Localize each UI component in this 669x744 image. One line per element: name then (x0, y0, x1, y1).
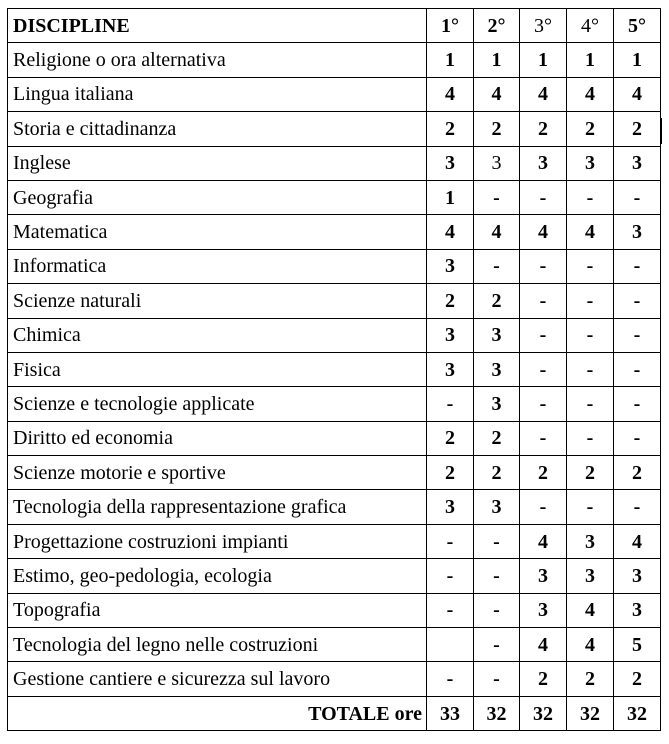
hours-year-2: 3 (474, 318, 520, 352)
hours-year-1: 4 (427, 77, 474, 111)
total-year-3: 32 (520, 696, 567, 730)
hours-year-1: 3 (427, 490, 474, 524)
hours-year-5: 2 (614, 112, 661, 146)
table-row (8, 77, 661, 111)
hours-year-4: - (567, 421, 614, 455)
total-row (8, 696, 661, 730)
hours-year-2: - (474, 628, 520, 662)
hours-year-3: - (520, 318, 567, 352)
table-row (8, 180, 661, 214)
hours-year-3: - (520, 421, 567, 455)
total-year-5: 32 (614, 696, 661, 730)
hours-year-4: - (567, 284, 614, 318)
hours-year-1: 2 (427, 456, 474, 490)
discipline-name: Religione o ora alternativa (8, 43, 427, 77)
table-row (8, 112, 661, 146)
hours-year-3: 4 (520, 215, 567, 249)
hours-year-2: 4 (474, 215, 520, 249)
hours-year-1: 3 (427, 146, 474, 180)
hours-year-3: - (520, 180, 567, 214)
hours-year-2: - (474, 593, 520, 627)
discipline-header: DISCIPLINE (8, 9, 427, 43)
table-row (8, 387, 661, 421)
table-row (8, 524, 661, 558)
hours-year-5: - (614, 352, 661, 386)
year-header-2: 2° (474, 9, 520, 43)
discipline-name: Lingua italiana (8, 77, 427, 111)
table-row (8, 215, 661, 249)
hours-year-4: - (567, 352, 614, 386)
hours-year-3: 3 (520, 146, 567, 180)
hours-year-1: 1 (427, 180, 474, 214)
hours-year-1: - (427, 387, 474, 421)
hours-year-2: 2 (474, 421, 520, 455)
discipline-name: Storia e cittadinanza (8, 112, 427, 146)
table-row (8, 628, 661, 662)
hours-year-3: 3 (520, 593, 567, 627)
hours-year-5: - (614, 387, 661, 421)
hours-year-5: 2 (614, 456, 661, 490)
table-row (8, 490, 661, 524)
discipline-name: Tecnologia del legno nelle costruzioni (8, 628, 427, 662)
hours-year-2: 2 (474, 112, 520, 146)
hours-year-4: - (567, 387, 614, 421)
hours-year-1 (427, 628, 474, 662)
hours-year-5: 4 (614, 524, 661, 558)
hours-year-5: - (614, 421, 661, 455)
hours-year-4: - (567, 318, 614, 352)
discipline-name: Scienze e tecnologie applicate (8, 387, 427, 421)
hours-year-3: 4 (520, 628, 567, 662)
hours-year-3: 1 (520, 43, 567, 77)
table-row (8, 421, 661, 455)
hours-year-1: 2 (427, 112, 474, 146)
hours-year-5: 3 (614, 215, 661, 249)
hours-year-5: 4 (614, 77, 661, 111)
hours-year-1: - (427, 593, 474, 627)
hours-year-1: - (427, 559, 474, 593)
hours-year-4: - (567, 490, 614, 524)
hours-year-2: 3 (474, 352, 520, 386)
hours-year-1: 1 (427, 43, 474, 77)
hours-year-5: - (614, 249, 661, 283)
hours-year-2: 3 (474, 387, 520, 421)
discipline-name: Informatica (8, 249, 427, 283)
hours-year-1: - (427, 662, 474, 696)
table-row (8, 662, 661, 696)
discipline-name: Estimo, geo-pedologia, ecologia (8, 559, 427, 593)
discipline-name: Geografia (8, 180, 427, 214)
hours-year-3: 3 (520, 559, 567, 593)
total-year-4: 32 (567, 696, 614, 730)
hours-year-4: 3 (567, 146, 614, 180)
hours-year-2: 4 (474, 77, 520, 111)
hours-year-3: 2 (520, 662, 567, 696)
hours-year-3: 4 (520, 524, 567, 558)
hours-year-1: 2 (427, 421, 474, 455)
discipline-name: Diritto ed economia (8, 421, 427, 455)
hours-year-1: 3 (427, 318, 474, 352)
hours-year-3: - (520, 352, 567, 386)
hours-year-2: - (474, 180, 520, 214)
total-year-1: 33 (427, 696, 474, 730)
hours-year-3: 2 (520, 456, 567, 490)
hours-table (7, 8, 661, 731)
table-body (8, 43, 661, 696)
discipline-name: Inglese (8, 146, 427, 180)
hours-year-3: - (520, 284, 567, 318)
hours-year-4: 2 (567, 456, 614, 490)
hours-year-3: 4 (520, 77, 567, 111)
hours-year-1: - (427, 524, 474, 558)
hours-year-4: - (567, 180, 614, 214)
year-header-1: 1° (427, 9, 474, 43)
hours-year-5: - (614, 180, 661, 214)
discipline-name: Progettazione costruzioni impianti (8, 524, 427, 558)
year-header-5: 5° (614, 9, 661, 43)
hours-year-2: - (474, 662, 520, 696)
hours-year-2: 3 (474, 146, 520, 180)
discipline-name: Fisica (8, 352, 427, 386)
year-header-4: 4° (567, 9, 614, 43)
discipline-name: Tecnologia della rappresentazione grafica (8, 490, 427, 524)
hours-year-2: - (474, 559, 520, 593)
hours-year-4: 4 (567, 593, 614, 627)
hours-year-4: 2 (567, 112, 614, 146)
hours-year-3: - (520, 490, 567, 524)
total-year-2: 32 (474, 696, 520, 730)
hours-year-5: 3 (614, 146, 661, 180)
discipline-name: Scienze motorie e sportive (8, 456, 427, 490)
hours-year-3: 2 (520, 112, 567, 146)
hours-year-2: 1 (474, 43, 520, 77)
table-row (8, 284, 661, 318)
hours-year-4: 3 (567, 524, 614, 558)
hours-year-1: 2 (427, 284, 474, 318)
table-row (8, 249, 661, 283)
hours-year-2: - (474, 249, 520, 283)
discipline-name: Chimica (8, 318, 427, 352)
hours-year-2: 2 (474, 284, 520, 318)
hours-year-4: 4 (567, 628, 614, 662)
header-row (8, 9, 661, 43)
table-row (8, 593, 661, 627)
hours-year-5: 1 (614, 43, 661, 77)
hours-year-1: 4 (427, 215, 474, 249)
total-label: TOTALE ore (8, 696, 427, 730)
table-row (8, 318, 661, 352)
hours-year-1: 3 (427, 249, 474, 283)
hours-year-5: 3 (614, 559, 661, 593)
hours-year-5: 2 (614, 662, 661, 696)
hours-year-2: - (474, 524, 520, 558)
hours-year-5: - (614, 284, 661, 318)
table-row (8, 559, 661, 593)
text-cursor-mark (660, 118, 662, 144)
table-row (8, 352, 661, 386)
hours-year-5: - (614, 318, 661, 352)
table-row (8, 43, 661, 77)
hours-year-1: 3 (427, 352, 474, 386)
hours-year-4: 2 (567, 662, 614, 696)
hours-year-4: - (567, 249, 614, 283)
discipline-name: Gestione cantiere e sicurezza sul lavoro (8, 662, 427, 696)
discipline-name: Topografia (8, 593, 427, 627)
hours-year-2: 2 (474, 456, 520, 490)
hours-year-2: 3 (474, 490, 520, 524)
hours-year-4: 4 (567, 77, 614, 111)
discipline-name: Matematica (8, 215, 427, 249)
hours-year-3: - (520, 387, 567, 421)
hours-year-4: 3 (567, 559, 614, 593)
hours-year-3: - (520, 249, 567, 283)
hours-year-5: 5 (614, 628, 661, 662)
year-header-3: 3° (520, 9, 567, 43)
table-row (8, 456, 661, 490)
hours-year-4: 4 (567, 215, 614, 249)
hours-year-5: - (614, 490, 661, 524)
table-row (8, 146, 661, 180)
discipline-name: Scienze naturali (8, 284, 427, 318)
hours-year-5: 3 (614, 593, 661, 627)
hours-year-4: 1 (567, 43, 614, 77)
